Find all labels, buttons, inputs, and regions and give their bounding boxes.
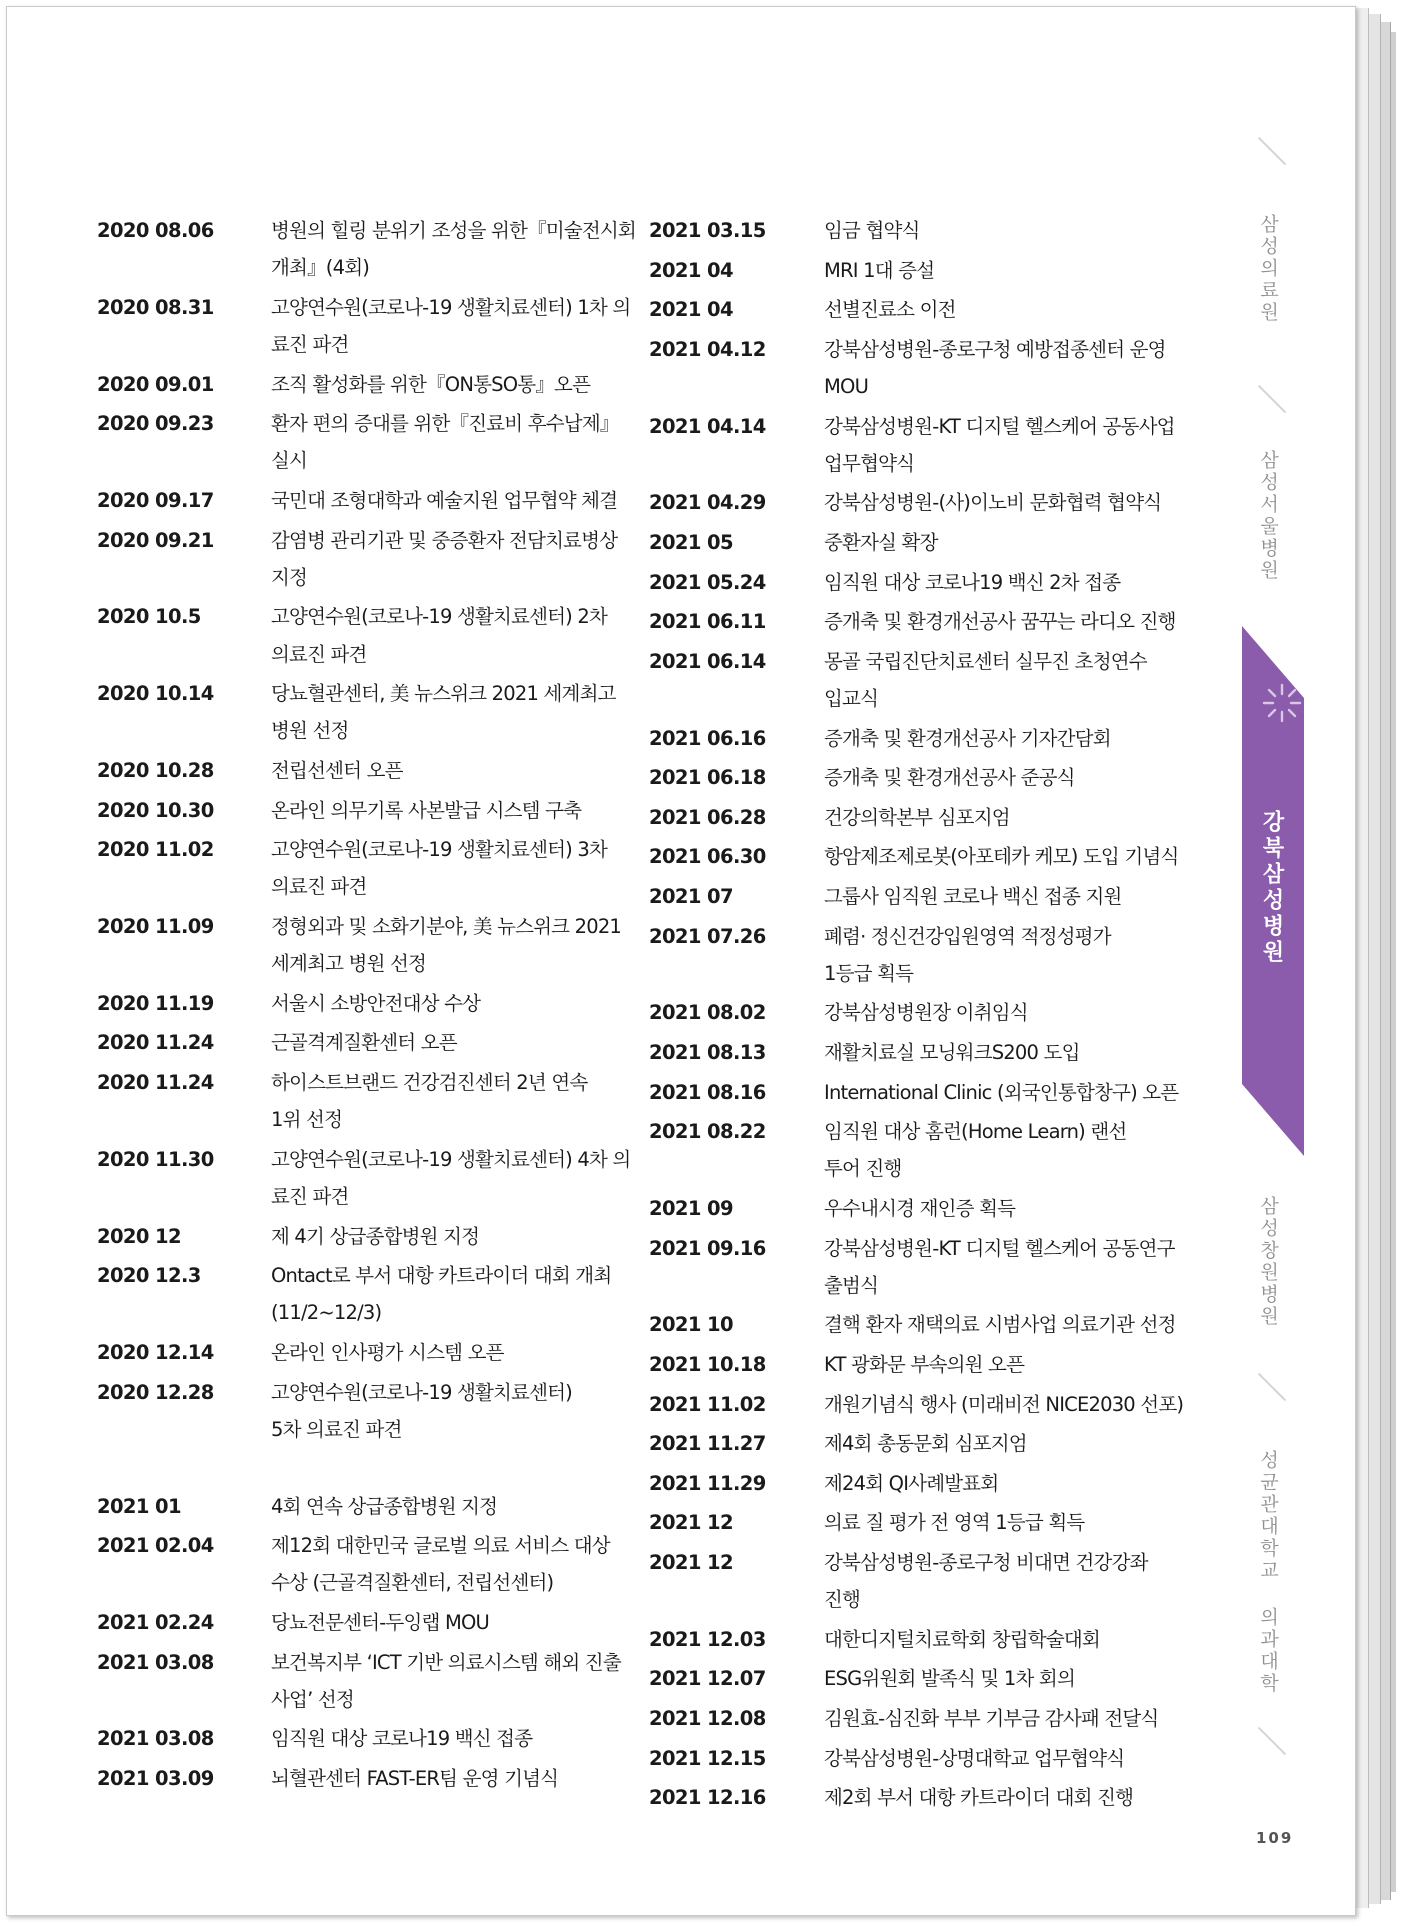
tab-samsung-medical[interactable]: 삼성의료원	[1257, 214, 1279, 324]
timeline-date: 2021 10.18	[649, 1353, 766, 1376]
timeline-event-text: 강북삼성병원-(사)이노비 문화협력 협약식	[824, 491, 1162, 515]
timeline-date: 2021 04	[649, 298, 733, 322]
timeline-event-text: 의료진 파견	[271, 875, 367, 899]
timeline-date: 2021 01	[97, 1494, 181, 1518]
timeline-event-text: 진행	[824, 1588, 861, 1612]
timeline-date: 2020 12	[97, 1224, 181, 1248]
timeline-event-text: 임직원 대상 코로나19 백신 2차 접종	[824, 570, 1121, 594]
timeline-date: 2021 07.26	[649, 924, 766, 948]
timeline-event-text: 보건복지부 ‘ICT 기반 의료시스템 해외 진출	[271, 1650, 621, 1674]
timeline-date: 2020 10.14	[97, 682, 214, 706]
timeline-date: 2021 04.29	[649, 491, 766, 515]
timeline-event-text: MOU	[824, 375, 869, 398]
timeline-event-text: 고양연수원(코로나-19 생활치료센터)	[271, 1380, 572, 1404]
timeline-date: 2021 11.27	[649, 1432, 766, 1456]
timeline-date: 2020 10.5	[97, 605, 201, 629]
timeline-date: 2021 05.24	[649, 570, 766, 594]
timeline-event-text: 고양연수원(코로나-19 생활치료센터) 3차	[271, 838, 608, 862]
timeline-event-text: 5차 의료진 파견	[271, 1417, 402, 1441]
timeline-event-text: 강북삼성병원-KT 디지털 헬스케어 공동연구	[824, 1236, 1175, 1260]
timeline-date: 2021 09	[649, 1197, 733, 1220]
timeline-date: 2021 07	[649, 885, 733, 908]
timeline-event-text: 전립선센터 오픈	[271, 759, 403, 782]
timeline-date: 2020 10.28	[97, 759, 214, 782]
timeline-date: 2021 03.08	[97, 1650, 214, 1674]
timeline-event-text: 선별진료소 이전	[824, 298, 956, 322]
timeline-event-text: 조직 활성화를 위한『ON통SO통』오픈	[271, 372, 591, 396]
timeline-date: 2021 06.18	[649, 766, 766, 790]
timeline-date: 2020 12.28	[97, 1380, 214, 1404]
timeline-event-text: 실시	[271, 449, 308, 473]
timeline-event-text: 국민대 조형대학과 예술지원 업무협약 체결	[271, 489, 618, 512]
sparkle-icon	[1262, 683, 1302, 723]
timeline-event-text: 사업’ 선정	[271, 1687, 354, 1711]
timeline-event-text: 중환자실 확장	[824, 531, 938, 554]
timeline-event-text: 하이스트브랜드 건강검진센터 2년 연속	[271, 1071, 588, 1094]
timeline-event-text: 근골격계질환센터 오픈	[271, 1031, 457, 1055]
timeline-event-text: 강북삼성병원-종로구청 예방접종센터 운영	[824, 337, 1166, 361]
timeline-event-text: (11/2~12/3)	[271, 1301, 382, 1325]
timeline-event-text: 제2회 부서 대항 카트라이더 대회 진행	[824, 1786, 1134, 1810]
timeline-event-text: 4회 연속 상급종합병원 지정	[271, 1494, 498, 1518]
timeline-date: 2020 11.24	[97, 1031, 214, 1055]
timeline-event-text: 임직원 대상 코로나19 백신 접종	[271, 1727, 533, 1751]
timeline-event-text: 의료 질 평가 전 영역 1등급 획득	[824, 1511, 1085, 1535]
timeline-date: 2021 04.12	[649, 337, 766, 361]
timeline-date: 2020 08.31	[97, 295, 214, 319]
timeline-date: 2021 10	[649, 1313, 733, 1337]
timeline-event-text: 고양연수원(코로나-19 생활치료센터) 4차 의	[271, 1147, 631, 1171]
timeline-event-text: 임직원 대상 홈런(Home Learn) 랜선	[824, 1120, 1127, 1144]
timeline-event-text: 업무협약식	[824, 451, 915, 475]
timeline-date: 2021 06.28	[649, 805, 766, 829]
timeline-date: 2021 11.02	[649, 1392, 766, 1416]
timeline-event-text: 감염병 관리기관 및 중증환자 전담치료병상	[271, 528, 618, 552]
timeline-event-text: 개원기념식 행사 (미래비전 NICE2030 선포)	[824, 1392, 1184, 1416]
timeline-event-text: 결핵 환자 재택의료 시범사업 의료기관 선정	[824, 1313, 1176, 1337]
timeline-event-text: Ontact로 부서 대항 카트라이더 대회 개최	[271, 1264, 612, 1288]
timeline-date: 2021 08.13	[649, 1041, 766, 1064]
timeline-event-text: 제12회 대한민국 글로벌 의료 서비스 대상	[271, 1534, 610, 1558]
timeline-event-text: 입교식	[824, 687, 879, 710]
timeline-date: 2021 08.16	[649, 1080, 766, 1104]
timeline-date: 2021 02.24	[97, 1611, 214, 1634]
timeline-event-text: 김원효-심진화 부부 기부금 감사패 전달식	[824, 1707, 1159, 1730]
timeline-event-text: 그룹사 임직원 코로나 백신 접종 지원	[824, 885, 1122, 908]
timeline-event-text: 당뇨전문센터-두잉랩 MOU	[271, 1611, 490, 1634]
timeline-event-text: 몽골 국립진단치료센터 실무진 초청연수	[824, 649, 1147, 673]
timeline-event-text: 우수내시경 재인증 획득	[824, 1197, 1016, 1220]
timeline-date: 2021 11.29	[649, 1471, 766, 1495]
timeline-event-text: 온라인 의무기록 사본발급 시스템 구축	[271, 798, 582, 822]
timeline-event-text: 서울시 소방안전대상 수상	[271, 991, 481, 1015]
timeline-event-text: 고양연수원(코로나-19 생활치료센터) 1차 의	[271, 295, 631, 319]
timeline-event-text: 뇌혈관센터 FAST-ER팀 운영 기념식	[271, 1767, 559, 1790]
timeline-event-text: 병원 선정	[271, 719, 349, 743]
timeline-event-text: 강북삼성병원-KT 디지털 헬스케어 공동사업	[824, 414, 1175, 438]
tab-samsung-seoul[interactable]: 삼성서울병원	[1257, 450, 1279, 582]
timeline-date: 2021 12.15	[649, 1746, 766, 1770]
timeline-date: 2020 09.23	[97, 412, 214, 436]
timeline-event-text: 개최』(4회)	[271, 256, 370, 280]
timeline-event-text: 증개축 및 환경개선공사 기자간담회	[824, 726, 1111, 750]
timeline-date: 2020 09.21	[97, 528, 214, 552]
timeline-date: 2020 11.30	[97, 1147, 214, 1171]
timeline-date: 2021 12.16	[649, 1786, 766, 1810]
tab-samsung-changwon[interactable]: 삼성창원병원	[1257, 1196, 1279, 1328]
timeline-date: 2021 06.14	[649, 649, 766, 673]
timeline-date: 2021 12.08	[649, 1707, 766, 1730]
timeline-date: 2020 08.06	[97, 219, 214, 242]
timeline-event-text: 온라인 인사평가 시스템 오픈	[271, 1341, 504, 1364]
timeline-event-text: 료진 파견	[271, 1185, 349, 1208]
timeline-date: 2021 12	[649, 1551, 733, 1574]
timeline-date: 2021 06.11	[649, 610, 766, 634]
timeline-event-text: 출범식	[824, 1273, 879, 1297]
timeline-event-text: KT 광화문 부속의원 오픈	[824, 1353, 1025, 1376]
timeline-date: 2020 12.14	[97, 1341, 214, 1364]
timeline-date: 2020 09.17	[97, 489, 214, 512]
timeline-event-text: 제4회 총동문회 심포지엄	[824, 1432, 1027, 1456]
timeline-date: 2020 12.3	[97, 1264, 201, 1288]
timeline-event-text: 의료진 파견	[271, 642, 367, 666]
timeline-event-text: 제24회 QI사례발표회	[824, 1471, 999, 1495]
page-number: 109	[1256, 1829, 1294, 1847]
timeline-date: 2021 12.07	[649, 1667, 766, 1691]
timeline-date: 2021 05	[649, 531, 733, 554]
timeline-event-text: 세계최고 병원 선정	[271, 952, 427, 976]
timeline-event-text: 정형외과 및 소화기분야, 美 뉴스위크 2021	[271, 915, 622, 938]
timeline-event-text: 투어 진행	[824, 1157, 902, 1181]
timeline-date: 2020 09.01	[97, 372, 214, 396]
timeline-date: 2020 11.19	[97, 991, 214, 1015]
timeline-event-text: 수상 (근골격질환센터, 전립선센터)	[271, 1571, 554, 1595]
timeline-date: 2021 06.30	[649, 845, 766, 869]
timeline-event-text: 고양연수원(코로나-19 생활치료센터) 2차	[271, 605, 608, 629]
timeline-date: 2021 12.03	[649, 1627, 766, 1651]
tab-kangbuk-samsung[interactable]: 강북삼성병원	[1259, 810, 1284, 966]
timeline-date: 2021 03.15	[649, 219, 766, 242]
timeline-event-text: 당뇨혈관센터, 美 뉴스위크 2021 세계최고	[271, 682, 616, 706]
timeline-event-text: 지정	[271, 565, 308, 589]
timeline-date: 2021 03.08	[97, 1727, 214, 1751]
timeline-date: 2020 10.30	[97, 798, 214, 822]
timeline-event-text: 1위 선정	[271, 1108, 343, 1132]
timeline-event-text: 환자 편의 증대를 위한『진료비 후수납제』	[271, 412, 619, 436]
timeline-event-text: MRI 1대 증설	[824, 258, 935, 282]
timeline-event-text: 폐렴· 정신건강입원영역 적정성평가	[824, 924, 1111, 948]
timeline-event-text: 1등급 획득	[824, 961, 914, 985]
timeline-date: 2020 11.09	[97, 915, 214, 938]
timeline-event-text: 임금 협약식	[824, 219, 920, 242]
timeline-event-text: International Clinic (외국인통합창구) 오픈	[824, 1080, 1179, 1104]
timeline-event-text: ESG위원회 발족식 및 1차 회의	[824, 1667, 1075, 1691]
timeline-event-text: 강북삼성병원-종로구청 비대면 건강강좌	[824, 1551, 1148, 1574]
timeline-date: 2020 11.24	[97, 1071, 214, 1094]
timeline-event-text: 강북삼성병원장 이취임식	[824, 1001, 1028, 1025]
timeline-event-text: 제 4기 상급종합병원 지정	[271, 1224, 480, 1248]
timeline-event-text: 대한디지털치료학회 창립학술대회	[824, 1627, 1100, 1651]
timeline-date: 2021 04.14	[649, 414, 766, 438]
timeline-date: 2021 04	[649, 258, 733, 282]
timeline-event-text: 료진 파견	[271, 333, 349, 356]
timeline-date: 2020 11.02	[97, 838, 214, 862]
tab-skku-medicine[interactable]: 성균관대학교 의과대학	[1257, 1450, 1279, 1695]
timeline-event-text: 건강의학본부 심포지엄	[824, 805, 1010, 829]
timeline-date: 2021 03.09	[97, 1767, 214, 1790]
timeline-date: 2021 06.16	[649, 726, 766, 750]
timeline-date: 2021 09.16	[649, 1236, 766, 1260]
timeline-event-text: 증개축 및 환경개선공사 준공식	[824, 766, 1075, 790]
timeline-event-text: 재활치료실 모닝워크S200 도입	[824, 1041, 1080, 1064]
timeline-event-text: 항암제조제로봇(아포테카 케모) 도입 기념식	[824, 845, 1179, 869]
timeline-date: 2021 08.02	[649, 1001, 766, 1025]
timeline-event-text: 병원의 힐링 분위기 조성을 위한『미술전시회	[271, 219, 636, 242]
timeline-event-text: 강북삼성병원-상명대학교 업무협약식	[824, 1746, 1125, 1770]
timeline-date: 2021 08.22	[649, 1120, 766, 1144]
timeline-date: 2021 12	[649, 1511, 733, 1535]
timeline-event-text: 증개축 및 환경개선공사 꿈꾸는 라디오 진행	[824, 610, 1176, 634]
timeline-date: 2021 02.04	[97, 1534, 214, 1558]
